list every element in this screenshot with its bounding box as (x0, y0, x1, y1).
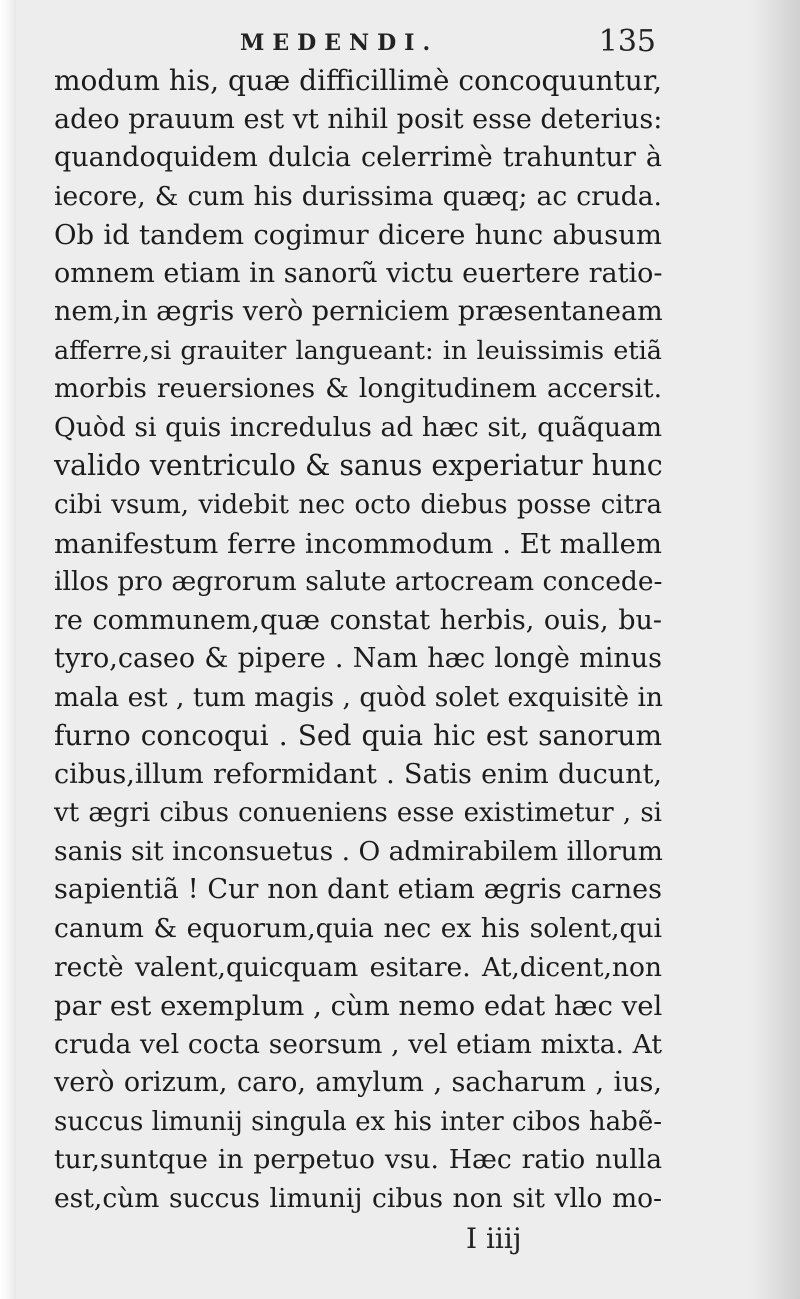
text-line: est,cùm succus limunij cibus non sit vllo mo- (54, 1182, 662, 1214)
body-text (54, 62, 662, 1218)
text-line: quandoquidem dulcia celerrimè trahuntur à (54, 142, 662, 174)
text-line: furno concoqui . Sed quia hic est sanorum (54, 719, 662, 753)
text-line: nem,in ægris verò perniciem præsentaneam (54, 296, 663, 328)
text-line: canum & equorum,quia nec ex his solent,qui (54, 913, 662, 945)
text-line: illos pro ægrorum salute artocream concede- (54, 566, 663, 598)
page-number: 135 (598, 24, 656, 59)
text-line: cibus,illum reformidant . Satis enim ducunt, (54, 758, 662, 790)
text-line: Quòd si quis incredulus ad hæc sit, quãquam (54, 411, 662, 443)
text-line: morbis reuersiones & longitudinem accersit. (54, 373, 662, 405)
text-line: rectè valent,quicquam esitare. At,dicent,non (54, 951, 662, 983)
text-line: cibi vsum, videbit nec octo diebus posse citra (54, 490, 662, 521)
text-line: vt ægri cibus conueniens esse existimetur , si (54, 798, 662, 829)
text-line: modum his, quæ difficillimè concoquuntur, (54, 64, 663, 97)
running-title: MEDENDI. (240, 30, 439, 56)
text-line: manifestum ferre incommodum . Et mallem (54, 527, 662, 560)
signature-mark: I iiij (466, 1222, 522, 1255)
text-line: re communem,quæ constat herbis, ouis, bu- (54, 604, 662, 636)
text-line: verò orizum, caro, amylum , sacharum , ius, (54, 1067, 662, 1099)
text-line: tur,suntque in perpetuo vsu. Hæc ratio nulla (54, 1144, 662, 1176)
text-line: succus limunij singula ex his inter cibos habẽ- (54, 1106, 662, 1137)
text-line: sanis sit inconsuetus . O admirabilem illorum (54, 835, 663, 867)
text-line: omnem etiam in sanorũ victu euertere ratio- (54, 257, 663, 289)
text-line: mala est , tum magis , quòd solet exquisitè in (54, 681, 663, 713)
text-line: cruda vel cocta seorsum , vel etiam mixta. At (54, 1028, 662, 1060)
text-line: iecore, & cum his durissima quæq; ac cruda. (54, 180, 662, 212)
text-line: adeo prauum est vt nihil posit esse deterius: (54, 103, 663, 135)
text-line: afferre,si grauiter langueant: in leuissimis etiã (54, 335, 662, 366)
text-line: par est exemplum , cùm nemo edat hæc vel (54, 990, 663, 1023)
text-line: Ob id tandem cogimur dicere hunc abusum (54, 219, 662, 252)
text-line: sapientiã ! Cur non dant etiam ægris carnes (54, 874, 662, 906)
text-line: valido ventriculo & sanus experiatur hunc (54, 449, 663, 483)
running-head (54, 24, 662, 58)
text-line: tyro,caseo & pipere . Nam hæc longè minus (54, 643, 662, 675)
